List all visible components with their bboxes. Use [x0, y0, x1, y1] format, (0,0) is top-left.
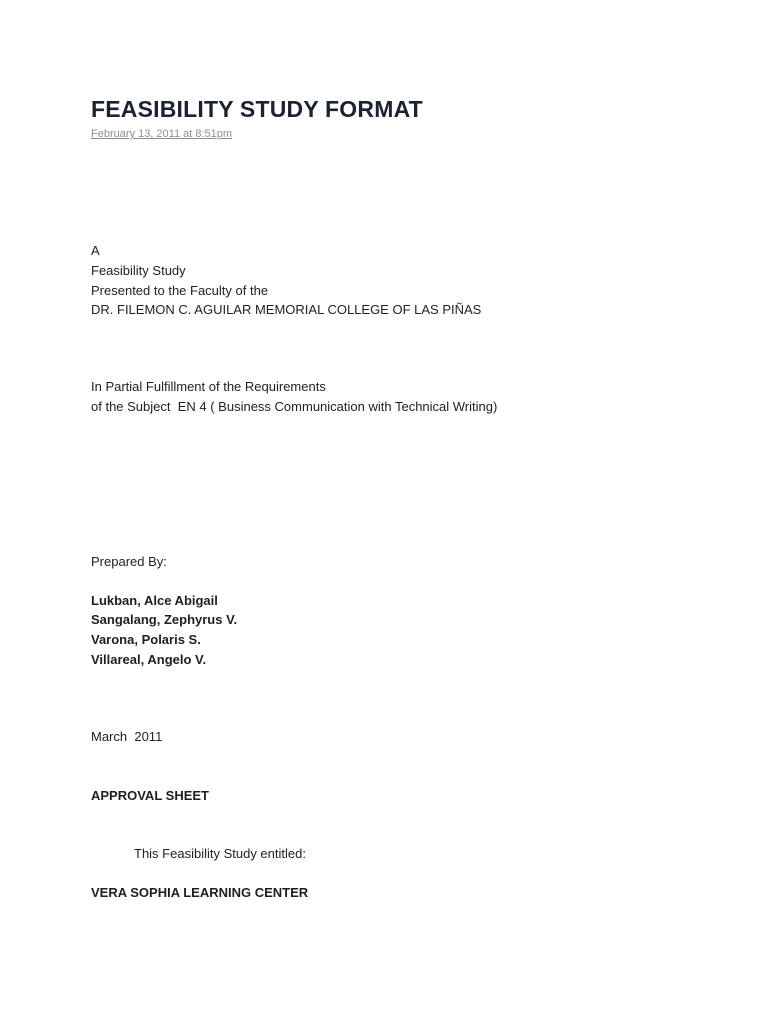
fulfillment-line-1: In Partial Fulfillment of the Requirements: [91, 379, 326, 394]
page-title: FEASIBILITY STUDY FORMAT: [91, 96, 423, 122]
title-block-line-3: Presented to the Faculty of the: [91, 283, 269, 298]
author-3: Varona, Polaris S.: [91, 632, 201, 647]
post-date-link[interactable]: February 13, 2011 at 8:51pm: [91, 128, 233, 140]
author-1: Lukban, Alce Abigail: [91, 593, 218, 608]
title-block-line-1: A: [91, 243, 100, 258]
author-2: Sangalang, Zephyrus V.: [91, 612, 238, 627]
study-title: VERA SOPHIA LEARNING CENTER: [91, 885, 309, 900]
document-page: [91, 0, 731, 1024]
prepared-by-label: Prepared By:: [91, 554, 167, 569]
fulfillment-line-2: of the Subject EN 4 ( Business Communication with Technical Writing): [91, 399, 498, 414]
document-date: March 2011: [91, 729, 163, 744]
college-name: DR. FILEMON C. AGUILAR MEMORIAL COLLEGE OF LAS PIÑAS: [91, 302, 482, 317]
title-block-line-2: Feasibility Study: [91, 263, 186, 278]
approval-heading: APPROVAL SHEET: [91, 788, 209, 803]
approval-intro: This Feasibility Study entitled:: [134, 846, 306, 861]
author-4: Villareal, Angelo V.: [91, 652, 207, 667]
